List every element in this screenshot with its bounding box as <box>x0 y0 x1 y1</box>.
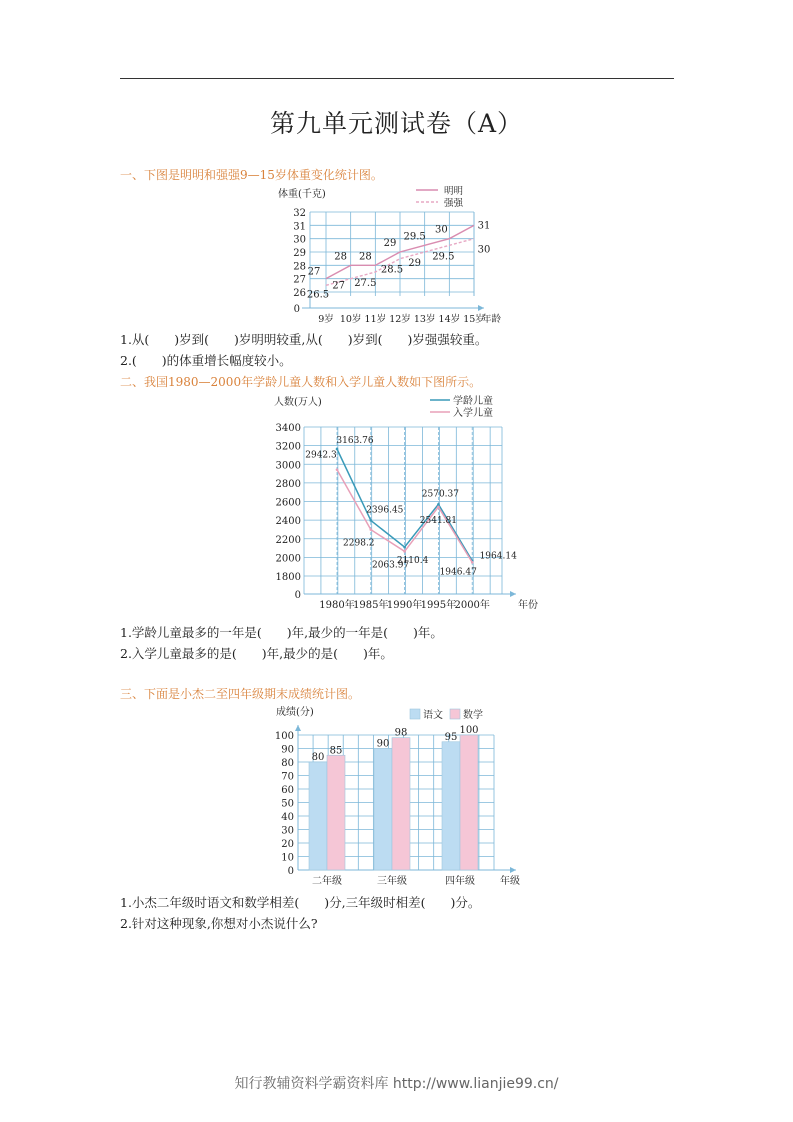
y-tick-label: 30 <box>281 825 294 837</box>
legend-label: 入学儿童 <box>453 408 493 419</box>
data-label: 2298.2 <box>343 538 375 549</box>
data-label: 27.5 <box>354 278 377 289</box>
origin-label: 0 <box>293 304 300 315</box>
data-point <box>437 503 440 506</box>
x-axis-arrow <box>510 591 516 597</box>
y-tick-label: 3400 <box>275 423 301 434</box>
legend-label: 语文 <box>423 710 443 721</box>
y-tick-label: 3000 <box>275 460 301 472</box>
data-label: 29 <box>383 238 397 249</box>
section-2-question-2: 2.入学儿童最多的是( )年,最少的是( )年。 <box>120 646 393 661</box>
children-line-chart <box>262 393 538 615</box>
x-axis-arrow <box>510 867 516 873</box>
x-tick-label: 三年级 <box>377 876 407 887</box>
legend-label: 明明 <box>444 186 464 197</box>
data-label: 26.5 <box>306 289 330 301</box>
x-tick-label: 15岁 <box>463 314 485 325</box>
data-label: 28 <box>334 251 348 263</box>
data-point <box>370 528 373 531</box>
data-point <box>471 561 474 564</box>
origin-label: 0 <box>294 590 301 601</box>
y-axis-label: 成绩(分) <box>276 707 314 718</box>
section-1-heading: 一、下图是明明和强强9—15岁体重变化统计图。 <box>120 168 383 182</box>
header-rule <box>120 78 674 79</box>
data-label: 2110.4 <box>396 556 429 567</box>
legend-swatch <box>410 709 420 719</box>
y-tick-label: 2000 <box>275 553 301 565</box>
data-label: 31 <box>477 220 491 232</box>
x-tick-label: 14岁 <box>438 314 461 325</box>
y-tick-label: 50 <box>281 798 294 810</box>
bar-数学 <box>460 735 478 870</box>
x-tick-label: 10岁 <box>339 314 362 325</box>
y-axis-label: 体重(千克) <box>278 189 326 200</box>
x-tick-label: 9岁 <box>318 314 334 325</box>
y-tick-label: 80 <box>281 758 294 769</box>
section-3-question-1: 1.小杰二年级时语文和数学相差( )分,三年级时相差( )分。 <box>120 895 481 910</box>
section-3-heading: 三、下面是小杰二至四年级期末成绩统计图。 <box>120 687 361 701</box>
legend-swatch <box>450 709 460 719</box>
y-tick-label: 2600 <box>275 497 301 509</box>
y-tick-label: 26 <box>293 288 306 299</box>
y-tick-label: 2800 <box>275 478 301 490</box>
data-label: 27 <box>307 266 321 278</box>
data-point <box>336 468 339 471</box>
bar-value-label: 85 <box>329 745 343 757</box>
bar-value-label: 98 <box>394 727 408 739</box>
x-tick-label: 1985年 <box>353 600 389 611</box>
y-axis-arrow <box>295 725 301 731</box>
data-label: 1964.14 <box>479 551 517 562</box>
y-tick-label: 1800 <box>275 572 301 583</box>
x-tick-label: 四年级 <box>445 876 475 887</box>
page-title: 第九单元测试卷（A） <box>269 109 524 138</box>
origin-label: 0 <box>287 866 294 877</box>
y-tick-label: 3200 <box>275 441 301 453</box>
data-label: 2942.3 <box>305 450 337 461</box>
data-label: 29 <box>408 258 422 269</box>
section-2-question-1: 1.学龄儿童最多的一年是( )年,最少的一年是( )年。 <box>120 625 443 640</box>
bar-语文 <box>309 762 327 870</box>
data-point <box>403 550 406 553</box>
bar-value-label: 100 <box>459 725 479 736</box>
y-tick-label: 28 <box>293 261 306 273</box>
data-label: 2570.37 <box>421 489 460 500</box>
y-tick-label: 31 <box>293 221 306 233</box>
y-tick-label: 2200 <box>275 534 301 546</box>
x-tick-label: 1990年 <box>386 600 423 611</box>
section-2-heading: 二、我国1980—2000年学龄儿童人数和入学儿童人数如下图所示。 <box>120 375 482 389</box>
legend-label: 学龄儿童 <box>453 396 493 407</box>
x-tick-label: 11岁 <box>364 314 387 325</box>
x-tick-label: 12岁 <box>389 314 411 325</box>
legend-label: 数学 <box>463 710 483 721</box>
y-tick-label: 60 <box>281 785 294 796</box>
bar-value-label: 95 <box>444 731 458 743</box>
weight-line-chart <box>278 185 513 325</box>
bar-数学 <box>392 738 410 870</box>
data-label: 3163.76 <box>336 435 374 446</box>
data-label: 28 <box>358 251 372 263</box>
x-tick-label: 13岁 <box>413 314 436 325</box>
section-1-question-2: 2.( )的体重增长幅度较小。 <box>120 353 292 368</box>
data-label: 2396.45 <box>366 505 404 516</box>
x-tick-label: 二年级 <box>312 876 342 887</box>
data-label: 2541.81 <box>419 515 458 526</box>
y-tick-label: 30 <box>293 234 306 246</box>
data-label: 30 <box>477 244 491 256</box>
y-tick-label: 90 <box>281 744 294 756</box>
x-tick-label: 1995年 <box>420 600 457 611</box>
data-point <box>370 519 373 522</box>
data-point <box>403 546 406 549</box>
bar-value-label: 90 <box>376 738 390 750</box>
y-tick-label: 32 <box>293 208 306 219</box>
data-label: 27 <box>332 280 346 292</box>
y-tick-label: 100 <box>274 731 294 742</box>
bar-语文 <box>374 749 392 871</box>
data-label: 1946.47 <box>439 567 477 578</box>
x-tick-label: 1980年 <box>319 600 355 611</box>
y-tick-label: 29 <box>293 248 306 259</box>
y-tick-label: 10 <box>281 852 294 864</box>
y-tick-label: 40 <box>281 812 294 823</box>
x-axis-label: 年份 <box>518 600 538 611</box>
section-1-question-1: 1.从( )岁到( )岁明明较重,从( )岁到( )岁强强较重。 <box>120 332 488 347</box>
data-label: 29.5 <box>432 251 455 263</box>
bar-语文 <box>442 742 460 870</box>
y-tick-label: 27 <box>293 274 306 286</box>
bar-value-label: 80 <box>311 752 325 763</box>
x-axis-arrow <box>478 305 484 311</box>
y-tick-label: 70 <box>281 771 294 783</box>
section-3-question-2: 2.针对这种现象,你想对小杰说什么? <box>120 916 318 931</box>
y-axis-label: 人数(万人) <box>274 397 322 408</box>
legend-label: 强强 <box>444 198 464 209</box>
data-label: 28.5 <box>380 264 404 276</box>
data-label: 2063.97 <box>371 560 410 571</box>
footer-source: 知行教辅资料学霸资料库 http://www.lianjie99.cn/ <box>234 1076 559 1092</box>
x-axis-label: 年级 <box>500 876 520 887</box>
x-tick-label: 2000年 <box>454 600 490 611</box>
y-tick-label: 2400 <box>275 516 301 528</box>
data-label: 30 <box>434 224 448 236</box>
data-label: 29.5 <box>403 231 426 243</box>
data-point <box>437 506 440 509</box>
y-tick-label: 20 <box>281 839 294 850</box>
x-axis-label: 年龄 <box>482 314 502 325</box>
bar-数学 <box>327 755 345 870</box>
scores-bar-chart <box>270 703 530 888</box>
